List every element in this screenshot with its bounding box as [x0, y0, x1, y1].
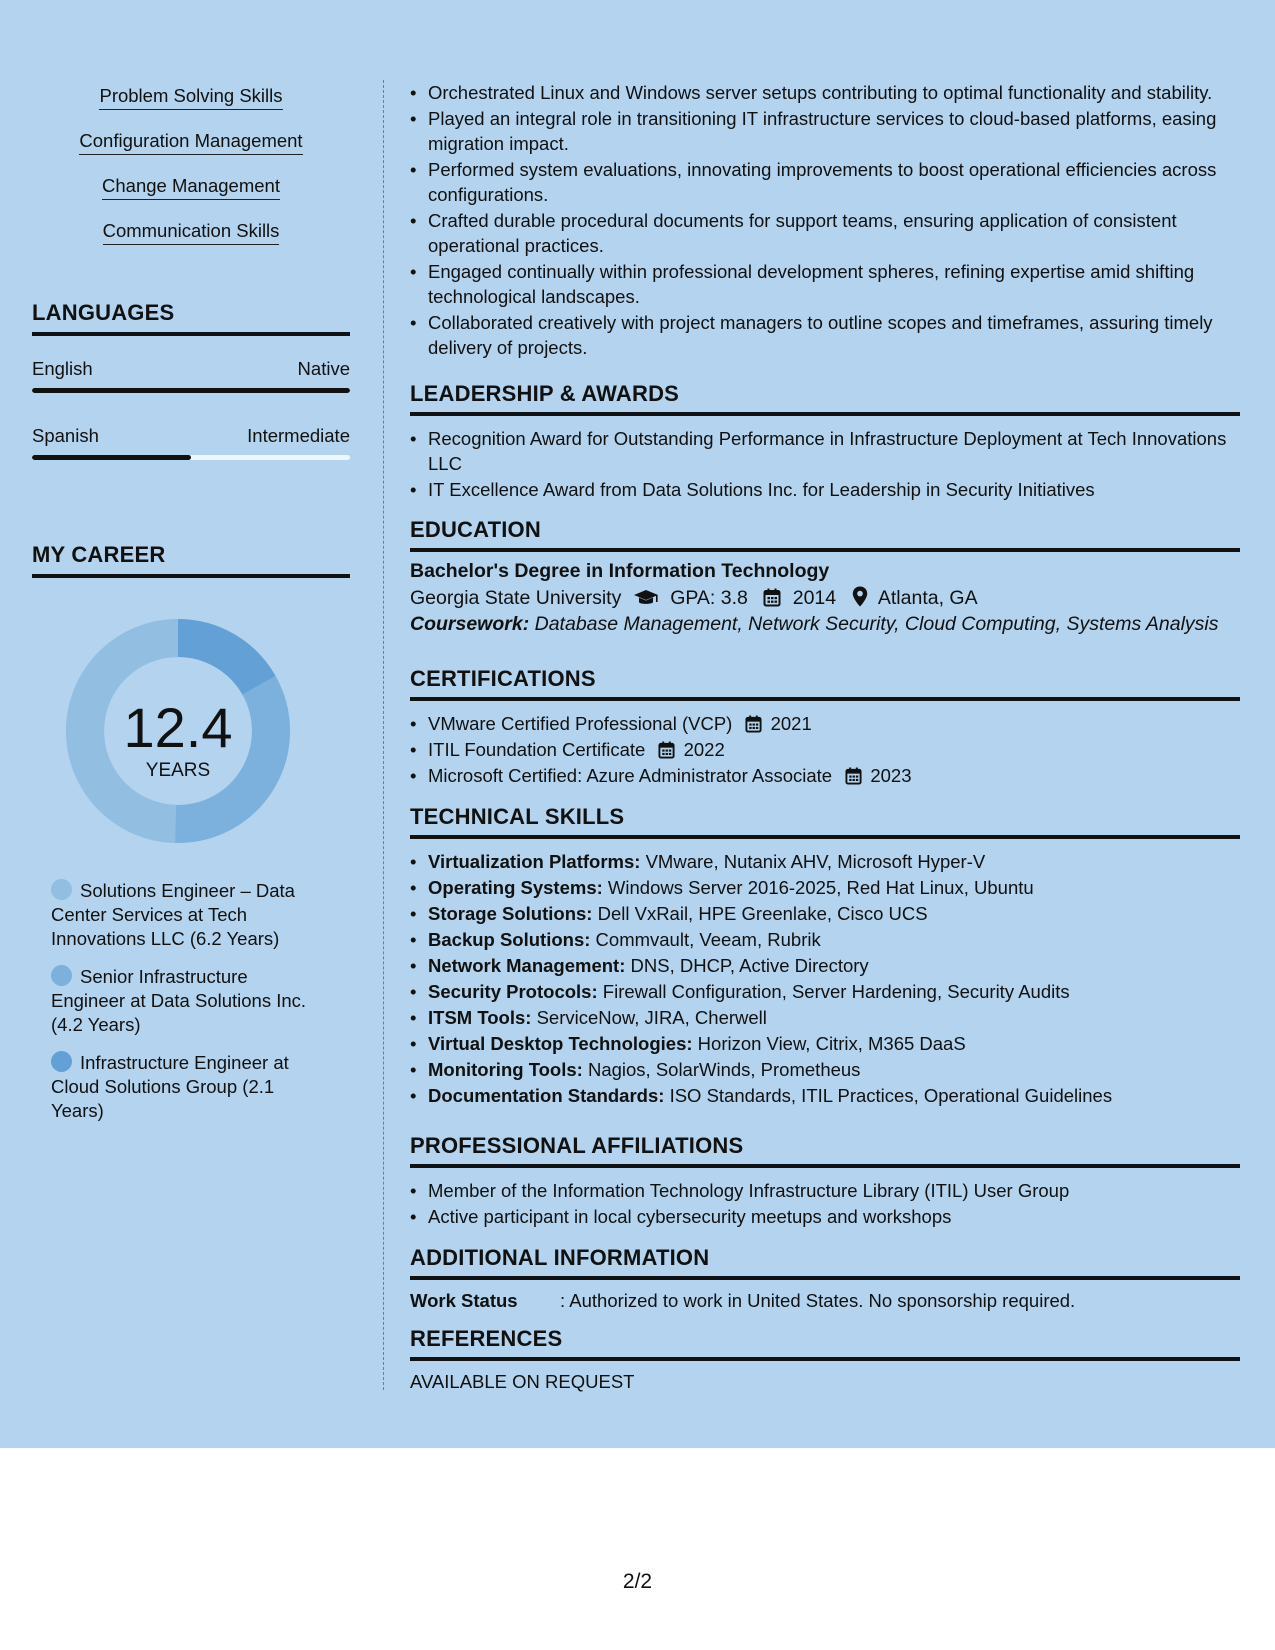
- skill-values: Firewall Configuration, Server Hardening, Security Audits: [602, 981, 1070, 1002]
- skill-values: Commvault, Veeam, Rubrik: [595, 929, 821, 950]
- technical-skill-item: [410, 927, 1240, 952]
- calendar-icon: [737, 713, 765, 734]
- skill-values: Horizon View, Citrix, M365 DaaS: [697, 1033, 966, 1054]
- skill-category: Storage Solutions:: [428, 903, 593, 924]
- donut-segment-3: [178, 638, 259, 685]
- language-bar-fill: [32, 455, 191, 460]
- certification-name: ITIL Foundation Certificate: [428, 739, 646, 760]
- education-school: Georgia State University: [410, 587, 622, 609]
- career-donut-chart: [64, 617, 292, 845]
- education-section: [410, 517, 1240, 636]
- language-bar-fill: [32, 388, 350, 393]
- language-row: [32, 425, 350, 447]
- technical-skill-item: [410, 953, 1240, 978]
- education-title: EDUCATION: [410, 517, 541, 542]
- work-status-value: : Authorized to work in United States. No sponsorship required.: [560, 1290, 1076, 1311]
- career-rule: [32, 574, 350, 578]
- section-rule: [410, 835, 1240, 839]
- skill-category: Documentation Standards:: [428, 1085, 665, 1106]
- language-name: English: [32, 358, 93, 379]
- career-legend-item: [51, 879, 321, 951]
- career-title: MY CAREER: [32, 542, 166, 567]
- certification-item: [410, 737, 1240, 762]
- section-rule: [410, 548, 1240, 552]
- skill-category: Backup Solutions:: [428, 929, 591, 950]
- references-section: [410, 1326, 1240, 1393]
- skill-category: Operating Systems:: [428, 877, 603, 898]
- experience-bullet: • Performed system evaluations, innovating improvements to boost operational efficiencies across configurations.: [410, 157, 1240, 207]
- references-title: REFERENCES: [410, 1326, 563, 1351]
- certification-item: [410, 763, 1240, 788]
- languages-rule: [32, 332, 350, 336]
- additional-info-title: ADDITIONAL INFORMATION: [410, 1245, 710, 1270]
- section-rule: [410, 697, 1240, 701]
- language-bar: [32, 388, 350, 393]
- skill-category: Virtual Desktop Technologies:: [428, 1033, 693, 1054]
- certification-year: 2022: [683, 739, 725, 760]
- section-rule: [410, 1276, 1240, 1280]
- skill-values: VMware, Nutanix AHV, Microsoft Hyper-V: [645, 851, 986, 872]
- skill-category: Network Management:: [428, 955, 626, 976]
- skill-category: ITSM Tools:: [428, 1007, 532, 1028]
- career-unit: YEARS: [145, 760, 211, 781]
- experience-bullet: • Played an integral role in transitioning IT infrastructure services to cloud-based platforms, easing migration impact.: [410, 106, 1240, 156]
- education-coursework: [410, 613, 1240, 636]
- certification-name: VMware Certified Professional (VCP): [428, 713, 733, 734]
- affiliation-item: • Active participant in local cybersecurity meetups and workshops: [410, 1204, 1240, 1229]
- education-location: Atlanta, GA: [877, 587, 978, 609]
- skill-category: Monitoring Tools:: [428, 1059, 583, 1080]
- location-pin-icon: [852, 586, 868, 607]
- skill-values: Dell VxRail, HPE Greenlake, Cisco UCS: [597, 903, 928, 924]
- skill-values: DNS, DHCP, Active Directory: [630, 955, 869, 976]
- calendar-icon: [837, 765, 865, 786]
- work-status-row: [410, 1290, 1240, 1312]
- skill-tag: Problem Solving Skills: [99, 85, 282, 110]
- calendar-icon: [763, 588, 781, 607]
- skill-values: ServiceNow, JIRA, Cherwell: [536, 1007, 767, 1028]
- page-number: 2/2: [622, 1570, 653, 1593]
- skill-values: Nagios, SolarWinds, Prometheus: [587, 1059, 861, 1080]
- career-legend-item: [51, 965, 321, 1037]
- graduation-cap-icon: [633, 589, 659, 607]
- skill-tag: Configuration Management: [79, 130, 302, 155]
- technical-skill-item: [410, 1083, 1240, 1108]
- references-text: AVAILABLE ON REQUEST: [410, 1371, 635, 1392]
- languages-title: LANGUAGES: [32, 300, 175, 325]
- career-legend-label: Solutions Engineer – Data Center Services at Tech Innovations LLC (6.2 Years): [51, 880, 295, 949]
- technical-skill-item: [410, 1031, 1240, 1056]
- skill-category: Security Protocols:: [428, 981, 598, 1002]
- education-degree: Bachelor's Degree in Information Technology: [410, 560, 830, 582]
- legend-dot: [51, 879, 72, 900]
- language-name: Spanish: [32, 425, 99, 446]
- affiliations-title: PROFESSIONAL AFFILIATIONS: [410, 1133, 744, 1158]
- technical-skill-item: [410, 979, 1240, 1004]
- section-rule: [410, 1164, 1240, 1168]
- certification-item: [410, 711, 1240, 736]
- technical-skill-item: [410, 901, 1240, 926]
- technical-skill-item: [410, 849, 1240, 874]
- legend-dot: [51, 965, 72, 986]
- technical-skills-section: [410, 804, 1240, 1109]
- experience-bullet: • Collaborated creatively with project managers to outline scopes and timeframes, assuring timely delivery of projects.: [410, 310, 1240, 360]
- award-item: • IT Excellence Award from Data Solutions Inc. for Leadership in Security Initiatives: [410, 477, 1240, 502]
- certification-year: 2023: [870, 765, 912, 786]
- career-section: [32, 542, 350, 578]
- experience-bullet: • Crafted durable procedural documents for support teams, ensuring application of consistent operational practices.: [410, 208, 1240, 258]
- skill-values: Windows Server 2016-2025, Red Hat Linux, Ubuntu: [607, 877, 1034, 898]
- affiliations-section: [410, 1133, 1240, 1230]
- skill-values: ISO Standards, ITIL Practices, Operational Guidelines: [669, 1085, 1113, 1106]
- calendar-icon: [650, 739, 678, 760]
- certifications-section: [410, 666, 1240, 789]
- certification-year: 2021: [770, 713, 812, 734]
- leadership-title: LEADERSHIP & AWARDS: [410, 381, 680, 406]
- technical-skill-item: [410, 1005, 1240, 1030]
- career-legend-label: Infrastructure Engineer at Cloud Solutions Group (2.1 Years): [51, 1052, 289, 1121]
- language-level: Native: [297, 358, 350, 379]
- section-rule: [410, 412, 1240, 416]
- coursework-list: Database Management, Network Security, Cloud Computing, Systems Analysis: [534, 613, 1219, 635]
- work-status-label: Work Status: [410, 1290, 518, 1311]
- language-bar: [32, 455, 350, 460]
- language-level: Intermediate: [247, 425, 350, 446]
- skill-tag: Communication Skills: [103, 220, 280, 245]
- affiliation-item: • Member of the Information Technology Infrastructure Library (ITIL) User Group: [410, 1178, 1240, 1203]
- additional-info-section: [410, 1245, 1240, 1312]
- technical-skill-item: [410, 1057, 1240, 1082]
- education-details: [410, 583, 1240, 613]
- career-total: 12.4: [123, 696, 233, 759]
- technical-skill-item: [410, 875, 1240, 900]
- column-divider: [383, 80, 384, 1390]
- skill-tag: Change Management: [102, 175, 280, 200]
- education-year: 2014: [792, 587, 837, 609]
- technical-skills-title: TECHNICAL SKILLS: [410, 804, 625, 829]
- certifications-title: CERTIFICATIONS: [410, 666, 596, 691]
- experience-bullet: • Engaged continually within professional development spheres, refining expertise amid shifting technological landscapes.: [410, 259, 1240, 309]
- education-gpa: GPA: 3.8: [670, 587, 748, 609]
- experience-bullets: [410, 80, 1240, 361]
- career-legend-item: [51, 1051, 321, 1123]
- section-rule: [410, 1357, 1240, 1361]
- skill-category: Virtualization Platforms:: [428, 851, 641, 872]
- leadership-section: [410, 381, 1240, 503]
- legend-dot: [51, 1051, 72, 1072]
- language-row: [32, 358, 350, 380]
- certification-name: Microsoft Certified: Azure Administrator Associate: [428, 765, 833, 786]
- languages-section: [32, 300, 350, 460]
- career-legend-label: Senior Infrastructure Engineer at Data Solutions Inc. (4.2 Years): [51, 966, 307, 1035]
- coursework-label: Coursework:: [410, 613, 530, 635]
- award-item: • Recognition Award for Outstanding Performance in Infrastructure Deployment at Tech Innovations LLC: [410, 426, 1240, 476]
- experience-bullet: • Orchestrated Linux and Windows server setups contributing to optimal functionality and stability.: [410, 80, 1240, 105]
